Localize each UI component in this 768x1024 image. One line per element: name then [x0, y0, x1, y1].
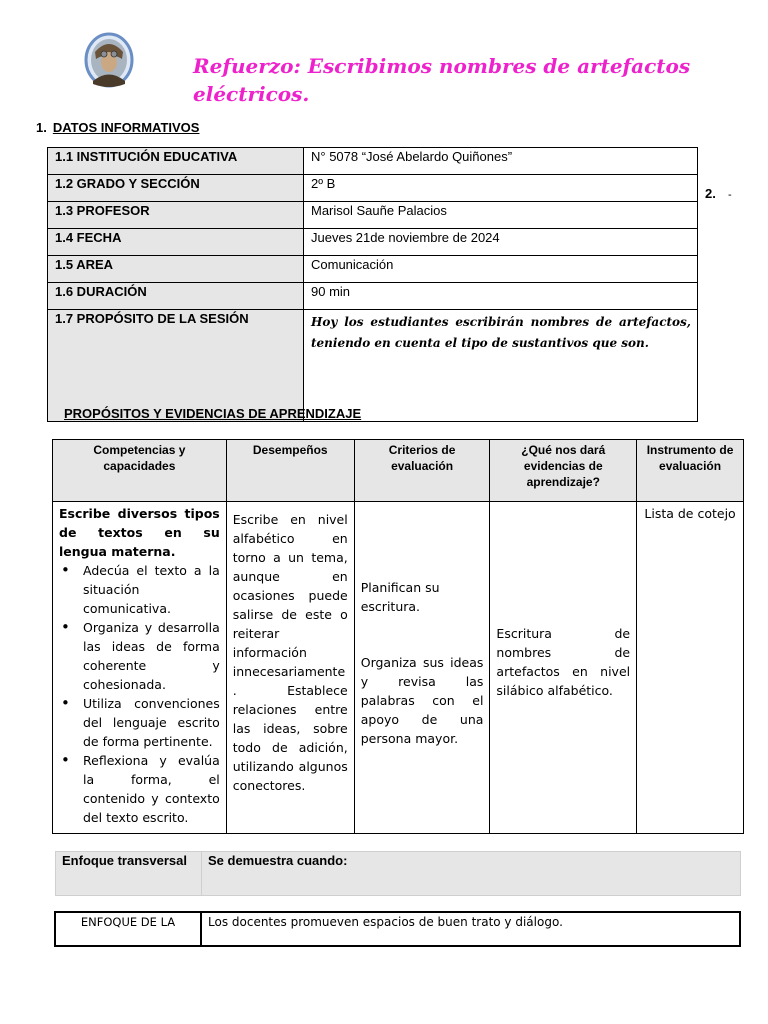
- page-title: Refuerzo: Escribimos nombres de artefactos eléctricos.: [193, 54, 691, 106]
- enfoque-row-label: ENFOQUE DE LA: [55, 912, 201, 946]
- session-purpose-text: Hoy los estudiantes escribirán nombres de artefactos, teniendo en cuenta el tipo de sustantivos que son.: [311, 315, 691, 350]
- header-criterios: Criterios de evaluación: [354, 440, 490, 502]
- desempeno-text: Escribe en nivel alfabético en torno a un tema, aunque en ocasiones puede salirse de este o reiterar información innecesariamente . Establece relaciones entre las ideas, sobre todo de adición, utilizando algunos conectores.: [232, 512, 348, 793]
- evidencia-text: Escritura de nombres de artefactos en nivel silábico alfabético.: [496, 626, 631, 698]
- info-key: 1.5 AREA: [48, 256, 304, 283]
- section-number: 1.: [36, 120, 47, 135]
- section-2-dash: -: [728, 189, 732, 201]
- criterios-cell: [354, 502, 490, 834]
- info-value: Jueves 21de noviembre de 2024: [304, 229, 698, 256]
- info-value: Marisol Sauñe Palacios: [304, 202, 698, 229]
- section-label: DATOS INFORMATIVOS: [52, 120, 200, 135]
- info-key: 1.7 PROPÓSITO DE LA SESIÓN: [48, 310, 304, 422]
- evidencias-cell: [490, 502, 637, 834]
- subtitle-propositos: PROPÓSITOS Y EVIDENCIAS DE APRENDIZAJE: [64, 406, 362, 421]
- criterio-1: Planifican su escritura.: [360, 580, 440, 614]
- header-competencias: Competencias y capacidades: [53, 440, 227, 502]
- header-instrumento: Instrumento de evaluación: [637, 440, 744, 502]
- enfoque-row-table: [54, 911, 741, 947]
- info-row: [48, 148, 698, 175]
- info-row: [48, 256, 698, 283]
- table-header-row: [53, 440, 744, 502]
- list-item: • Reflexiona y evalúa la forma, el contenido y contexto del texto escrito.: [59, 751, 220, 827]
- table-row: [55, 912, 740, 946]
- info-key: 1.2 GRADO Y SECCIÓN: [48, 175, 304, 202]
- info-value: Comunicación: [304, 256, 698, 283]
- info-row-purpose: [48, 310, 698, 422]
- list-item: • Organiza y desarrolla las ideas de forma coherente y cohesionada.: [59, 618, 220, 694]
- info-key: 1.4 FECHA: [48, 229, 304, 256]
- criterio-2: Organiza sus ideas y revisa las palabras con el apoyo de una persona mayor.: [360, 655, 484, 746]
- competencias-cell: [53, 502, 227, 834]
- school-logo: [84, 32, 134, 88]
- instrumento-cell: [637, 502, 744, 834]
- info-row: [48, 175, 698, 202]
- info-value: 90 min: [304, 283, 698, 310]
- section-datos-informativos: [36, 120, 199, 135]
- desempenos-cell: [226, 502, 354, 834]
- section-2-number: 2.: [705, 186, 716, 201]
- info-value: [304, 310, 698, 422]
- capacidades-list: [59, 561, 220, 827]
- info-value: N° 5078 “José Abelardo Quiñones”: [304, 148, 698, 175]
- info-key: 1.6 DURACIÓN: [48, 283, 304, 310]
- competencia-title: Escribe diversos tipos de textos en su lengua materna.: [59, 506, 220, 559]
- info-key: 1.1 INSTITUCIÓN EDUCATIVA: [48, 148, 304, 175]
- list-item: • Adecúa el texto a la situación comunicativa.: [59, 561, 220, 618]
- learning-table: [52, 439, 744, 834]
- header-evidencias: ¿Qué nos dará evidencias de aprendizaje?: [490, 440, 637, 502]
- enfoque-se-demuestra: Se demuestra cuando:: [202, 852, 741, 896]
- info-row: [48, 283, 698, 310]
- info-key: 1.3 PROFESOR: [48, 202, 304, 229]
- info-value: 2º B: [304, 175, 698, 202]
- info-row: [48, 202, 698, 229]
- table-row: [53, 502, 744, 834]
- info-table: [47, 147, 698, 422]
- enfoque-label: Enfoque transversal: [56, 852, 202, 896]
- list-item: • Utiliza convenciones del lenguaje escrito de forma pertinente.: [59, 694, 220, 751]
- instrumento-text: Lista de cotejo: [644, 506, 736, 521]
- header-desempenos: Desempeños: [226, 440, 354, 502]
- enfoque-header-row: [56, 852, 741, 896]
- info-row: [48, 229, 698, 256]
- enfoque-header-table: [55, 851, 741, 896]
- enfoque-row-text: Los docentes promueven espacios de buen trato y diálogo.: [201, 912, 740, 946]
